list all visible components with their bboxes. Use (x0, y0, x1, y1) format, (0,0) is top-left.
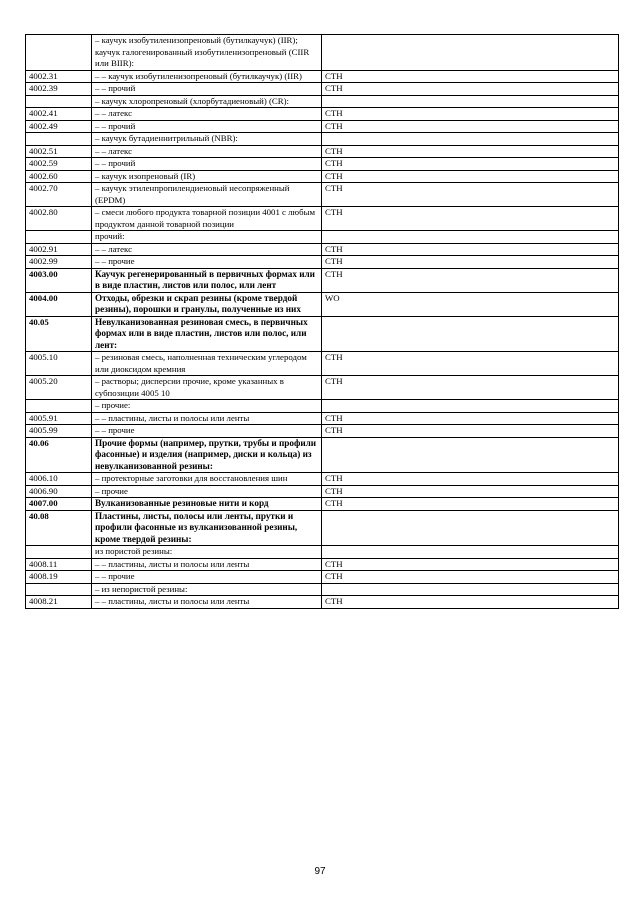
origin-rule-cell (322, 510, 619, 546)
hs-code-cell: 40.06 (26, 437, 92, 473)
origin-rule-cell: СТН (322, 376, 619, 400)
hs-code-cell: 4008.19 (26, 571, 92, 584)
hs-code-cell: 4002.80 (26, 207, 92, 231)
hs-code-cell: 4007.00 (26, 498, 92, 511)
origin-rule-cell: СТН (322, 170, 619, 183)
table-row (26, 473, 619, 486)
origin-rule-cell (322, 546, 619, 559)
page-number: 97 (314, 866, 326, 877)
hs-code-cell: 4005.99 (26, 425, 92, 438)
description-cell: – прочие: (92, 400, 322, 413)
hs-code-cell (26, 95, 92, 108)
description-cell: Пластины, листы, полосы или ленты, прутки и профили фасонные из вулканизованной резины, кроме твердой резины: (92, 510, 322, 546)
table-row (26, 485, 619, 498)
origin-rule-cell: СТН (322, 256, 619, 269)
origin-rule-cell (322, 583, 619, 596)
table-row (26, 376, 619, 400)
hs-code-cell: 4002.31 (26, 70, 92, 83)
table-row (26, 95, 619, 108)
hs-code-cell (26, 231, 92, 244)
origin-rule-cell: СТН (322, 120, 619, 133)
origin-rule-cell: СТН (322, 70, 619, 83)
description-cell: Прочие формы (например, прутки, трубы и профили фасонные) и изделия (например, диски и кольца) из невулканизованной резины: (92, 437, 322, 473)
description-cell: – – каучук изобутиленизопреновый (бутилкаучук) (IIR) (92, 70, 322, 83)
table-row (26, 437, 619, 473)
table-row (26, 571, 619, 584)
description-cell: – каучук изобутиленизопреновый (бутилкаучук) (IIR); каучук галогенированный изобутиленизопреновый (CIIR или BIIR): (92, 35, 322, 71)
description-cell: – из непористой резины: (92, 583, 322, 596)
description-cell: Каучук регенерированный в первичных формах или в виде пластин, листов или полос, или лент (92, 268, 322, 292)
hs-code-cell: 40.05 (26, 316, 92, 352)
origin-rule-cell (322, 95, 619, 108)
table-row (26, 183, 619, 207)
table-row (26, 583, 619, 596)
table-row (26, 558, 619, 571)
description-cell: прочий: (92, 231, 322, 244)
description-cell: – каучук этиленпропилендиеновый несопряженный (EPDM) (92, 183, 322, 207)
description-cell: – резиновая смесь, наполненная техническим углеродом или диоксидом кремния (92, 352, 322, 376)
description-cell: – – прочие (92, 256, 322, 269)
origin-rule-cell: СТН (322, 485, 619, 498)
description-cell: Отходы, обрезки и скрап резины (кроме твердой резины), порошки и гранулы, полученные из них (92, 292, 322, 316)
table-row (26, 133, 619, 146)
table-row (26, 268, 619, 292)
origin-rule-cell: СТН (322, 558, 619, 571)
origin-rule-cell: СТН (322, 207, 619, 231)
description-cell: – – прочий (92, 158, 322, 171)
description-cell: Вулканизованные резиновые нити и корд (92, 498, 322, 511)
description-cell: – – прочие (92, 571, 322, 584)
table-row (26, 510, 619, 546)
origin-rule-cell: СТН (322, 183, 619, 207)
table-row (26, 292, 619, 316)
origin-rule-cell (322, 133, 619, 146)
table-row (26, 316, 619, 352)
description-cell: – каучук изопреновый (IR) (92, 170, 322, 183)
origin-rule-cell: СТН (322, 571, 619, 584)
description-cell: – смеси любого продукта товарной позиции 4001 с любым продуктом данной товарной позиции (92, 207, 322, 231)
hs-code-cell: 4003.00 (26, 268, 92, 292)
hs-code-cell: 4006.90 (26, 485, 92, 498)
description-cell: – – пластины, листы и полосы или ленты (92, 596, 322, 609)
table-row (26, 170, 619, 183)
hs-code-cell: 4002.91 (26, 243, 92, 256)
origin-rule-cell: СТН (322, 473, 619, 486)
table-row (26, 243, 619, 256)
table-row (26, 400, 619, 413)
description-cell: – каучук хлоропреновый (хлорбутадиеновый) (CR): (92, 95, 322, 108)
description-cell: – – прочий (92, 120, 322, 133)
hs-code-cell: 4008.21 (26, 596, 92, 609)
hs-code-cell: 4005.10 (26, 352, 92, 376)
hs-code-cell: 4008.11 (26, 558, 92, 571)
table-row (26, 596, 619, 609)
origin-rule-cell (322, 437, 619, 473)
description-cell: – растворы; дисперсии прочие, кроме указанных в субпозиции 4005 10 (92, 376, 322, 400)
hs-code-cell: 4002.70 (26, 183, 92, 207)
description-cell: – – латекс (92, 243, 322, 256)
description-cell: – прочие (92, 485, 322, 498)
origin-rule-cell: СТН (322, 83, 619, 96)
origin-rule-cell (322, 231, 619, 244)
origin-rule-cell: СТН (322, 425, 619, 438)
table-row (26, 231, 619, 244)
table-row (26, 207, 619, 231)
origin-rule-cell: WO (322, 292, 619, 316)
hs-code-cell: 4005.20 (26, 376, 92, 400)
table-row (26, 70, 619, 83)
table-row (26, 35, 619, 71)
hs-code-cell (26, 400, 92, 413)
origin-rule-cell (322, 400, 619, 413)
hs-code-cell: 40.08 (26, 510, 92, 546)
hs-code-cell: 4002.41 (26, 108, 92, 121)
table-row (26, 120, 619, 133)
table-row (26, 83, 619, 96)
origin-rule-cell: СТН (322, 145, 619, 158)
hs-code-cell: 4002.59 (26, 158, 92, 171)
hs-code-cell: 4002.49 (26, 120, 92, 133)
hs-code-cell: 4002.99 (26, 256, 92, 269)
hs-code-cell: 4004.00 (26, 292, 92, 316)
tariff-table (25, 34, 619, 609)
table-row (26, 352, 619, 376)
hs-code-cell (26, 546, 92, 559)
table-row (26, 498, 619, 511)
table-row (26, 425, 619, 438)
description-cell: – – прочие (92, 425, 322, 438)
origin-rule-cell: СТН (322, 108, 619, 121)
hs-code-cell: 4002.60 (26, 170, 92, 183)
description-cell: из пористой резины: (92, 546, 322, 559)
table-row (26, 256, 619, 269)
tariff-table-body (26, 35, 619, 609)
description-cell: – – пластины, листы и полосы или ленты (92, 412, 322, 425)
hs-code-cell: 4002.39 (26, 83, 92, 96)
hs-code-cell (26, 35, 92, 71)
description-cell: – – латекс (92, 108, 322, 121)
hs-code-cell: 4002.51 (26, 145, 92, 158)
description-cell: – протекторные заготовки для восстановления шин (92, 473, 322, 486)
hs-code-cell: 4005.91 (26, 412, 92, 425)
origin-rule-cell (322, 316, 619, 352)
origin-rule-cell: СТН (322, 596, 619, 609)
origin-rule-cell: СТН (322, 352, 619, 376)
table-row (26, 412, 619, 425)
table-row (26, 546, 619, 559)
description-cell: – каучук бутадиеннитрильный (NBR): (92, 133, 322, 146)
origin-rule-cell: СТН (322, 498, 619, 511)
origin-rule-cell (322, 35, 619, 71)
description-cell: – – прочий (92, 83, 322, 96)
hs-code-cell (26, 133, 92, 146)
table-row (26, 145, 619, 158)
origin-rule-cell: СТН (322, 158, 619, 171)
origin-rule-cell: СТН (322, 243, 619, 256)
origin-rule-cell: СТН (322, 412, 619, 425)
description-cell: – – пластины, листы и полосы или ленты (92, 558, 322, 571)
hs-code-cell (26, 583, 92, 596)
hs-code-cell: 4006.10 (26, 473, 92, 486)
table-row (26, 158, 619, 171)
description-cell: Невулканизованная резиновая смесь, в первичных формах или в виде пластин, листов или полос, или лент: (92, 316, 322, 352)
origin-rule-cell: СТН (322, 268, 619, 292)
table-row (26, 108, 619, 121)
description-cell: – – латекс (92, 145, 322, 158)
